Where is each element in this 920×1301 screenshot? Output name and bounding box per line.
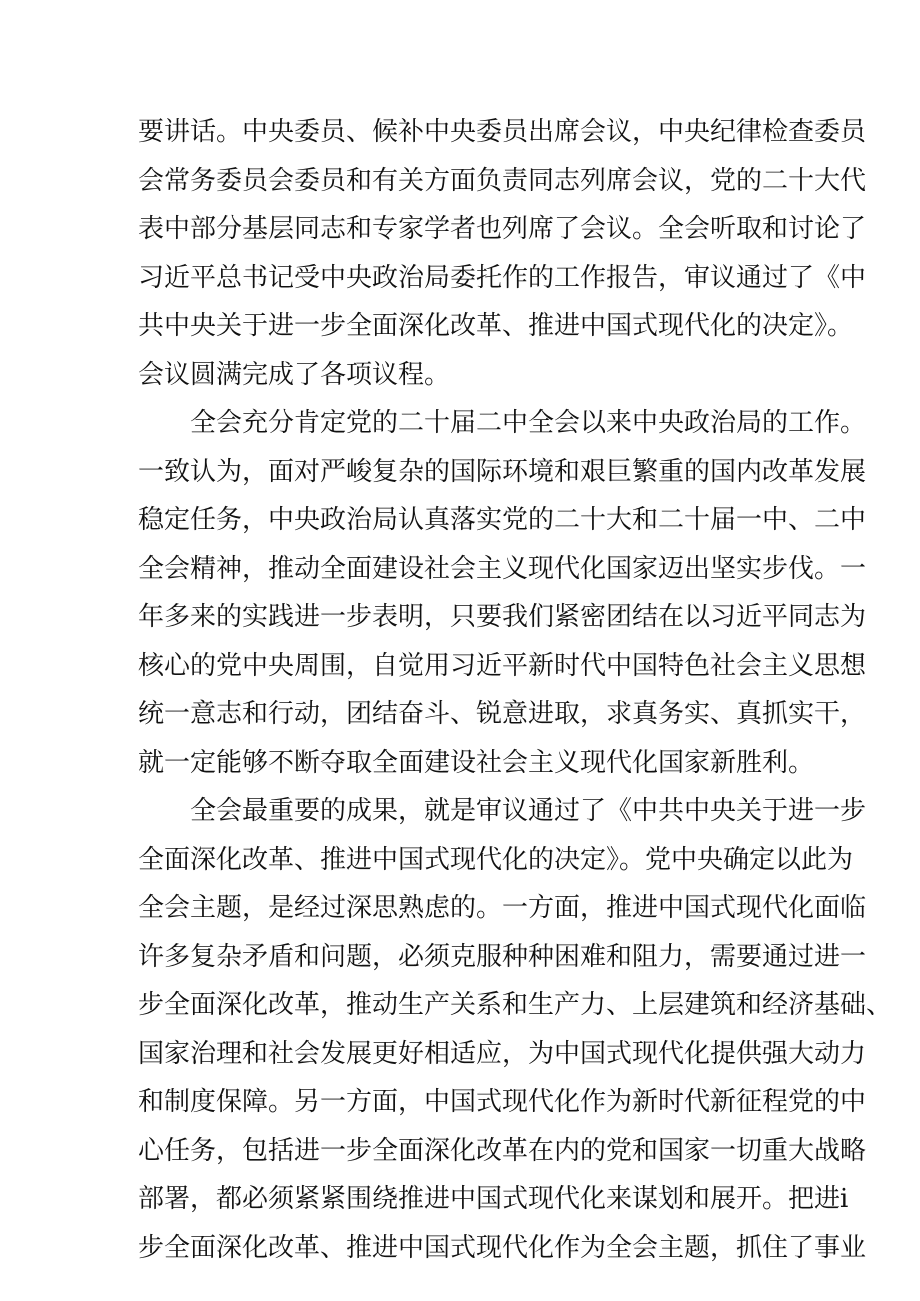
text-line: 会常务委员会委员和有关方面负责同志列席会议，党的二十大代: [138, 165, 867, 196]
text-line: 全会精神，推动全面建设社会主义现代化国家迈出坚实步伐。一: [138, 553, 867, 584]
text-line: 全会主题，是经过深思熟虑的。一方面，推进中国式现代化面临: [138, 893, 867, 923]
body-text: [138, 108, 893, 1272]
text-line: 习近平总书记受中央政治局委托作的工作报告，审议通过了《中: [138, 262, 867, 293]
text-line: 就一定能够不断夺取全面建设社会主义现代化国家新胜利。: [138, 747, 815, 778]
text-line: 年多来的实践进一步表明，只要我们紧密团结在以习近平同志为: [138, 602, 867, 632]
text-line: 心任务，包括进一步全面深化改革在内的党和国家一切重大战略: [138, 1135, 867, 1166]
text-line: 许多复杂矛盾和问题，必须克服种种困难和阻力，需要通过进一: [138, 941, 867, 972]
text-line: 会议圆满完成了各项议程。: [138, 359, 451, 390]
text-line: 部署，都必须紧紧围绕推进中国式现代化来谋划和展开。把进i: [138, 1184, 849, 1214]
text-line: 全面深化改革、推进中国式现代化的决定》。党中央确定以此为: [138, 844, 854, 875]
text-line: 步全面深化改革、推进中国式现代化作为全会主题，抓住了事业: [138, 1232, 867, 1263]
text-line: 表中部分基层同志和专家学者也列席了会议。全会听取和讨论了: [138, 214, 867, 244]
text-line: 步全面深化改革，推动生产关系和生产力、上层建筑和经济基础、: [138, 990, 893, 1020]
text-line: 全会充分肯定党的二十届二中全会以来中央政治局的工作。: [190, 408, 867, 438]
text-line: 国家治理和社会发展更好相适应，为中国式现代化提供强大动力: [138, 1038, 867, 1069]
text-line: 统一意志和行动，团结奋斗、锐意进取，求真务实、真抓实干，: [138, 699, 867, 729]
text-line: 一致认为，面对严峻复杂的国际环境和艰巨繁重的国内改革发展: [138, 456, 867, 487]
text-line: 要讲话。中央委员、候补中央委员出席会议，中央纪律检查委员: [138, 117, 867, 147]
text-line: 稳定任务，中央政治局认真落实党的二十大和二十届一中、二中: [138, 505, 867, 535]
text-line: 共中央关于进一步全面深化改革、推进中国式现代化的决定》。: [138, 311, 854, 341]
text-line: 全会最重要的成果，就是审议通过了《中共中央关于进一步: [190, 796, 867, 826]
text-line: 和制度保障。另一方面，中国式现代化作为新时代新征程党的中: [138, 1087, 867, 1117]
text-line: 核心的党中央周围，自觉用习近平新时代中国特色社会主义思想: [138, 650, 867, 681]
